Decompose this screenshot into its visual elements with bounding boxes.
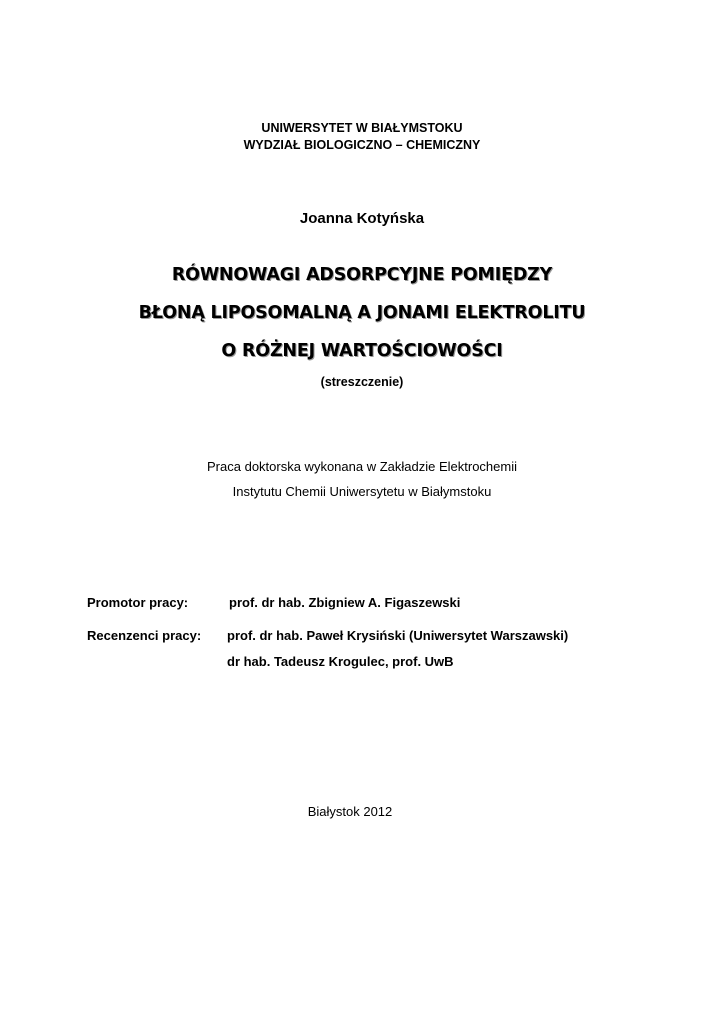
thesis-title-line-1: RÓWNOWAGI ADSORPCYJNE POMIĘDZY xyxy=(171,265,553,285)
reviewer-name-1: prof. dr hab. Paweł Krysiński (Uniwersytet Warszawski) xyxy=(227,628,569,643)
faculty-name: WYDZIAŁ BIOLOGICZNO – CHEMICZNY xyxy=(243,138,481,152)
university-name: UNIWERSYTET W BIAŁYMSTOKU xyxy=(261,121,463,135)
place-and-year: Białystok 2012 xyxy=(307,804,393,819)
supervisor-label: Promotor pracy: xyxy=(87,595,189,610)
reviewer-name-2: dr hab. Tadeusz Krogulec, prof. UwB xyxy=(227,654,454,669)
thesis-info-line-2: Instytutu Chemii Uniwersytetu w Białymstoku xyxy=(232,484,492,499)
author-name: Joanna Kotyńska xyxy=(299,210,425,227)
thesis-info-line-1: Praca doktorska wykonana w Zakładzie Elektrochemii xyxy=(207,459,517,474)
supervisor-name: prof. dr hab. Zbigniew A. Figaszewski xyxy=(229,595,461,610)
thesis-title-line-3: O RÓŻNEJ WARTOŚCIOWOŚCI xyxy=(221,341,503,361)
thesis-subtitle: (streszczenie) xyxy=(320,375,404,389)
thesis-title-line-2: BŁONĄ LIPOSOMALNĄ A JONAMI ELEKTROLITU xyxy=(138,303,586,323)
reviewers-label: Recenzenci pracy: xyxy=(87,628,202,643)
